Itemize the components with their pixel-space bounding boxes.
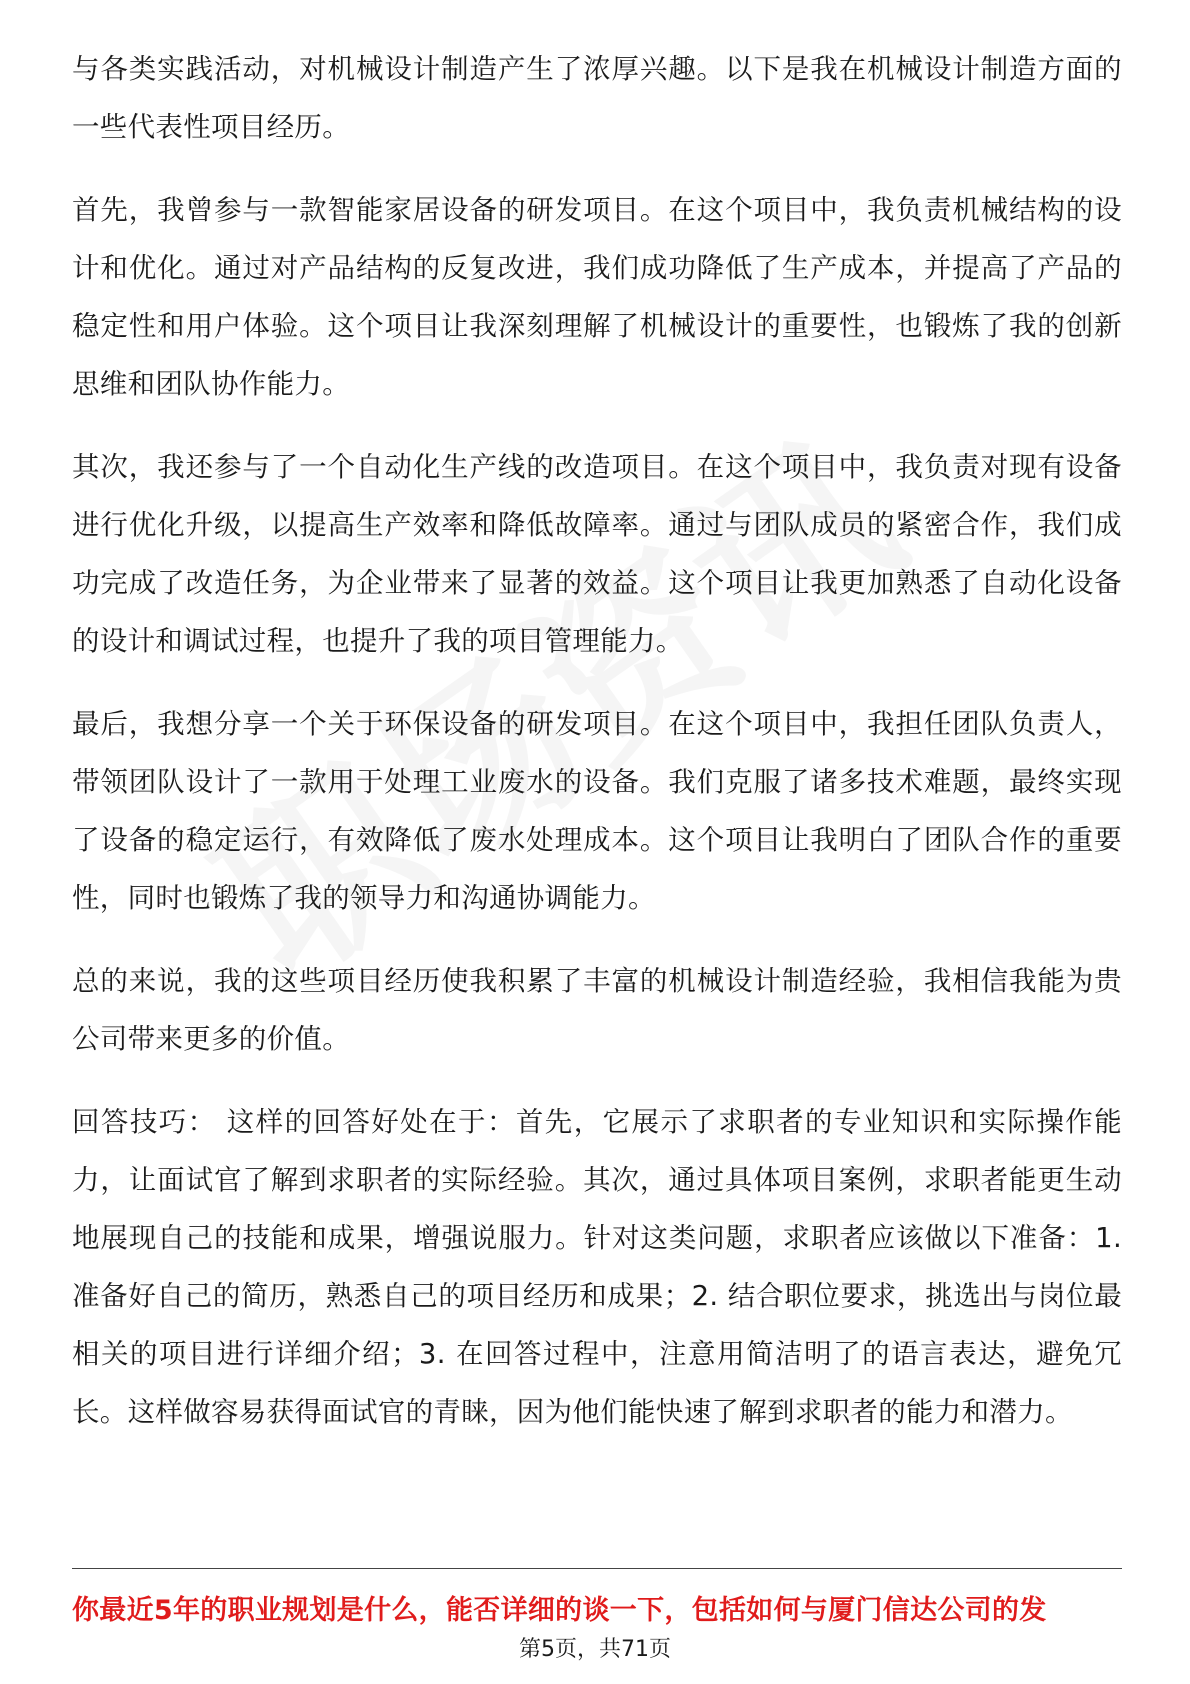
paragraph-summary: 总的来说，我的这些项目经历使我积累了丰富的机械设计制造经验，我相信我能为贵公司带来更多的价值。	[72, 965, 1122, 1055]
paragraph-project-smart-home: 首先，我曾参与一款智能家居设备的研发项目。在这个项目中，我负责机械结构的设计和优化。通过对产品结构的反复改进，我们成功降低了生产成本，并提高了产品的稳定性和用户体验。这个项目让我深刻理解了机械设计的重要性，也锻炼了我的创新思维和团队协作能力。	[72, 194, 1122, 400]
next-question-heading: 你最近5年的职业规划是什么，能否详细的谈一下，包括如何与厦门信达公司的发	[72, 1595, 1047, 1626]
paragraph-project-environmental: 最后，我想分享一个关于环保设备的研发项目。在这个项目中，我担任团队负责人，带领团队设计了一款用于处理工业废水的设备。我们克服了诸多技术难题，最终实现了设备的稳定运行，有效降低了废水处理成本。这个项目让我明白了团队合作的重要性，同时也锻炼了我的领导力和沟通协调能力。	[72, 708, 1122, 914]
footer-divider	[72, 1568, 1122, 1569]
paragraph-intro: 与各类实践活动，对机械设计制造产生了浓厚兴趣。以下是我在机械设计制造方面的一些代表性项目经历。	[72, 53, 1122, 143]
page-number: 第5页，共71页	[519, 1637, 671, 1662]
paragraph-answer-tips: 回答技巧： 这样的回答好处在于：首先，它展示了求职者的专业知识和实际操作能力，让面试官了解到求职者的实际经验。其次，通过具体项目案例，求职者能更生动地展现自己的技能和成果，增强说服力。针对这类问题，求职者应该做以下准备：1. 准备好自己的简历，熟悉自己的项目经历和成果；2. 结合职位要求，挑选出与岗位最相关的项目进行详细介绍；3. 在回答过程中，注意用简洁明了的语言表达，避免冗长。这样做容易获得面试官的青睐，因为他们能快速了解到求职者的能力和潜力。	[72, 1106, 1122, 1428]
document-body	[72, 40, 1122, 1466]
paragraph-project-automation: 其次，我还参与了一个自动化生产线的改造项目。在这个项目中，我负责对现有设备进行优化升级，以提高生产效率和降低故障率。通过与团队成员的紧密合作，我们成功完成了改造任务，为企业带来了显著的效益。这个项目让我更加熟悉了自动化设备的设计和调试过程，也提升了我的项目管理能力。	[72, 451, 1122, 657]
